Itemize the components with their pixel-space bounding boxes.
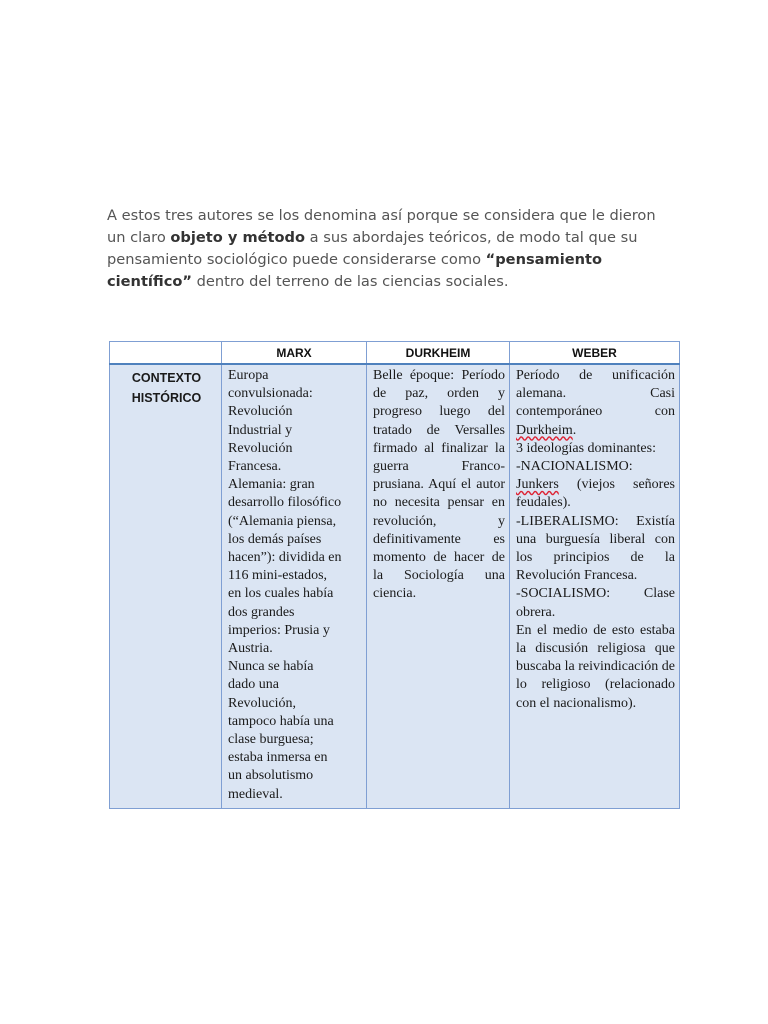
weber-spellcheck-word: Junkers xyxy=(516,477,559,493)
marx-line: convulsionada: xyxy=(228,386,313,402)
weber-paragraph: -LIBERALISMO: Existía una burguesía liberal con los principios de la Revolución Francesa. xyxy=(516,513,675,584)
weber-paragraph xyxy=(516,476,675,512)
marx-line: Francesa. xyxy=(228,459,282,475)
intro-paragraph xyxy=(107,205,677,293)
marx-line: medieval. xyxy=(228,786,283,802)
header-marx: MARX xyxy=(222,342,367,365)
intro-text-3: dentro del terreno de las ciencias sociales. xyxy=(192,272,509,290)
cell-marx xyxy=(222,364,367,809)
weber-spellcheck-word: Durkheim xyxy=(516,422,573,438)
marx-line: 116 mini-estados, xyxy=(228,568,328,584)
marx-line: Alemania: gran xyxy=(228,477,315,493)
marx-line: estaba inmersa en xyxy=(228,750,328,766)
row-header-line: CONTEXTO xyxy=(131,371,202,385)
intro-text-2: a sus abordajes teóricos, de modo tal que su pensamiento sociológico puede considerarse como xyxy=(107,228,638,268)
intro-bold-1: objeto y método xyxy=(170,228,306,246)
header-empty xyxy=(110,342,222,365)
cell-durkheim: Belle époque: Período de paz, orden y progreso luego del tratado de Versalles firmado al finalizar la guerra Franco-prusiana. Aquí el autor no necesita pensar en revolución, y definitivamente es momento de hacer de la Sociología una ciencia. xyxy=(367,364,510,809)
marx-line: dado una xyxy=(228,677,279,693)
marx-line: imperios: Prusia y xyxy=(228,622,330,638)
weber-paragraph: 3 ideologías dominantes: xyxy=(516,440,656,456)
marx-line: Revolución xyxy=(228,440,293,456)
intro-text-1: A estos tres autores se los denomina así porque se considera que le dieron un claro xyxy=(107,206,656,246)
marx-line: un absolutismo xyxy=(228,768,314,784)
weber-paragraph xyxy=(516,367,675,440)
marx-line: Industrial y xyxy=(228,422,293,438)
comparison-table xyxy=(109,341,680,809)
weber-paragraph: -SOCIALISMO: Clase obrera. xyxy=(516,586,675,620)
marx-line: Revolución xyxy=(228,404,293,420)
marx-line: (“Alemania piensa, xyxy=(228,513,337,529)
header-durkheim: DURKHEIM xyxy=(367,342,510,365)
cell-weber xyxy=(510,364,680,809)
marx-line: Europa xyxy=(228,368,269,383)
marx-line: tampoco había una xyxy=(228,713,334,729)
weber-text: . xyxy=(572,422,577,438)
marx-line: dos grandes xyxy=(228,604,295,620)
table-row xyxy=(110,364,680,809)
marx-line: clase burguesa; xyxy=(228,732,314,748)
marx-line: Austria. xyxy=(228,641,273,657)
marx-line: los demás países xyxy=(228,531,322,547)
weber-paragraph: En el medio de esto estaba la discusión religiosa que buscaba la reivindicación de lo religioso (relacionado con el nacionalismo). xyxy=(516,622,675,711)
weber-text: Período de unificación alemana. Casi contemporáneo con xyxy=(516,368,675,420)
marx-line: Nunca se había xyxy=(228,659,314,675)
table-header-row xyxy=(110,342,680,365)
header-weber: WEBER xyxy=(510,342,680,365)
marx-line: desarrollo filosófico xyxy=(228,495,342,511)
row-header-line: HISTÓRICO xyxy=(131,391,202,405)
marx-line: Revolución, xyxy=(228,695,297,711)
marx-line: en los cuales había xyxy=(228,586,334,602)
intro-bold-2: “pensamiento científico” xyxy=(107,250,602,290)
weber-text: (viejos señores feudales). xyxy=(516,477,675,511)
marx-line: hacen”): dividida en xyxy=(228,550,342,566)
weber-paragraph: -NACIONALISMO: xyxy=(516,459,633,475)
row-header-contexto-historico xyxy=(110,364,222,809)
